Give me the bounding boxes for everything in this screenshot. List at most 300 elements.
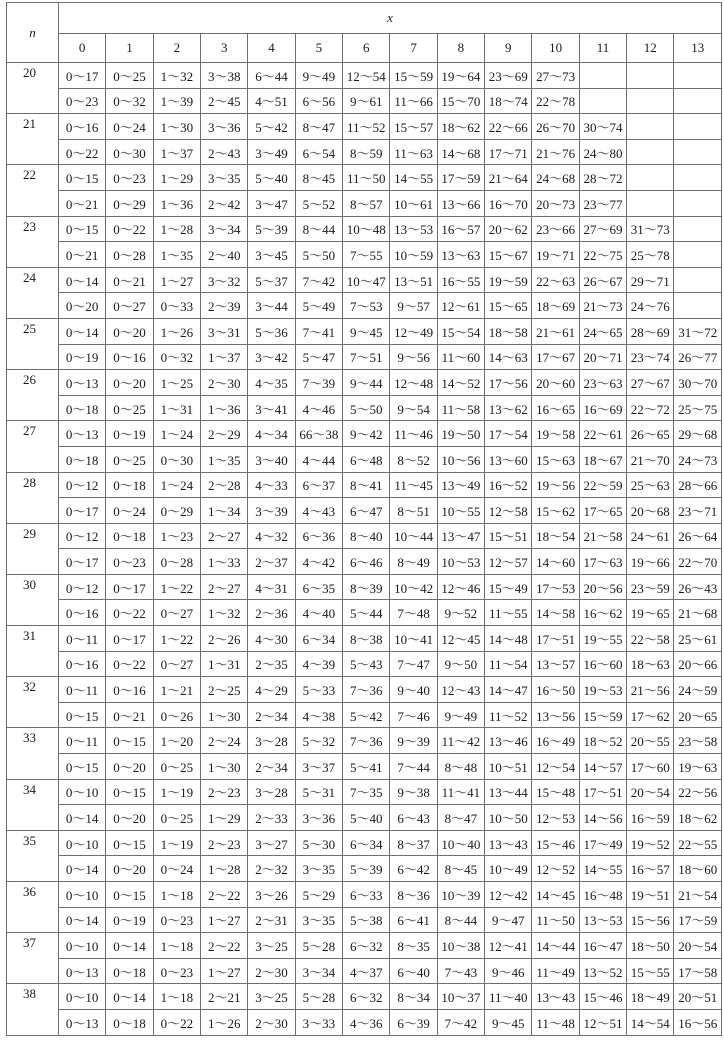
interval-cell	[627, 139, 674, 165]
interval-cell: 1～27	[153, 267, 200, 293]
interval-cell: 1～36	[201, 395, 248, 421]
interval-cell: 5～41	[343, 754, 390, 780]
interval-cell: 19～71	[532, 242, 579, 268]
interval-cell: 2～36	[248, 600, 295, 626]
interval-cell: 5～32	[295, 728, 342, 754]
interval-cell: 17～49	[579, 830, 626, 856]
interval-cell: 2～39	[201, 293, 248, 319]
interval-cell: 8～45	[295, 165, 342, 191]
interval-cell: 4～43	[295, 498, 342, 524]
interval-cell: 3～34	[201, 216, 248, 242]
interval-cell: 8～48	[437, 754, 484, 780]
interval-cell: 10～50	[485, 805, 532, 831]
interval-cell: 0～18	[106, 1009, 153, 1035]
n-value-cell: 26	[7, 370, 59, 421]
x-value-header: 7	[390, 34, 437, 63]
interval-cell: 10～39	[437, 882, 484, 908]
table-row	[7, 549, 722, 575]
interval-cell: 15～49	[485, 574, 532, 600]
n-value-cell: 38	[7, 984, 59, 1036]
n-value-cell: 21	[7, 114, 59, 165]
interval-cell: 5～38	[343, 907, 390, 933]
table-row	[7, 677, 722, 703]
n-value-cell: 33	[7, 728, 59, 779]
interval-cell: 0～18	[59, 395, 106, 421]
interval-cell: 1～18	[153, 984, 200, 1010]
n-value-cell: 31	[7, 626, 59, 677]
interval-cell: 4～35	[248, 370, 295, 396]
interval-cell: 10～55	[437, 498, 484, 524]
interval-cell: 1～28	[201, 856, 248, 882]
interval-cell	[674, 190, 722, 216]
interval-cell: 12～54	[532, 754, 579, 780]
interval-cell	[674, 114, 722, 140]
n-value-cell: 29	[7, 523, 59, 574]
n-value-cell: 28	[7, 472, 59, 523]
interval-cell: 7～35	[343, 779, 390, 805]
interval-cell: 29～71	[627, 267, 674, 293]
interval-cell: 7～55	[343, 242, 390, 268]
interval-cell: 2～30	[248, 958, 295, 984]
interval-cell: 3～41	[248, 395, 295, 421]
interval-cell: 26～65	[627, 421, 674, 447]
interval-cell: 18～54	[532, 523, 579, 549]
interval-cell: 22～56	[674, 779, 722, 805]
interval-cell: 10～51	[485, 754, 532, 780]
interval-cell: 10～53	[437, 549, 484, 575]
interval-cell: 6～47	[343, 498, 390, 524]
interval-cell: 16～49	[532, 728, 579, 754]
interval-cell: 21～56	[627, 677, 674, 703]
interval-cell: 12～52	[532, 856, 579, 882]
interval-cell: 6～34	[295, 626, 342, 652]
interval-cell	[674, 242, 722, 268]
interval-cell: 8～59	[343, 139, 390, 165]
interval-cell: 0～24	[106, 114, 153, 140]
interval-cell: 24～76	[627, 293, 674, 319]
interval-cell: 11～52	[485, 702, 532, 728]
interval-cell: 19～56	[532, 472, 579, 498]
interval-cell: 9～50	[437, 651, 484, 677]
interval-cell: 5～42	[248, 114, 295, 140]
interval-cell	[674, 88, 722, 114]
interval-cell: 13～43	[532, 984, 579, 1010]
interval-cell: 8～37	[390, 830, 437, 856]
interval-cell: 11～49	[532, 958, 579, 984]
interval-cell: 0～10	[59, 779, 106, 805]
interval-cell: 0～11	[59, 728, 106, 754]
interval-cell: 9～47	[485, 907, 532, 933]
interval-cell: 24～59	[674, 677, 722, 703]
interval-cell: 0～23	[106, 165, 153, 191]
interval-cell: 3～35	[201, 165, 248, 191]
interval-cell: 7～36	[343, 728, 390, 754]
interval-cell: 1～29	[201, 805, 248, 831]
table-row	[7, 242, 722, 268]
interval-cell: 0～17	[59, 498, 106, 524]
n-value-cell: 32	[7, 677, 59, 728]
interval-cell: 4～42	[295, 549, 342, 575]
interval-cell: 20～56	[579, 574, 626, 600]
interval-cell: 0～29	[153, 498, 200, 524]
interval-cell	[579, 63, 626, 89]
interval-cell: 2～27	[201, 574, 248, 600]
interval-cell: 4～32	[248, 523, 295, 549]
interval-cell: 10～61	[390, 190, 437, 216]
interval-cell: 0～25	[106, 63, 153, 89]
interval-cell: 15～56	[627, 907, 674, 933]
interval-cell: 4～29	[248, 677, 295, 703]
interval-cell: 17～65	[579, 498, 626, 524]
table-row	[7, 216, 722, 242]
interval-cell: 8～47	[437, 805, 484, 831]
interval-cell: 31～72	[674, 318, 722, 344]
interval-cell: 24～68	[532, 165, 579, 191]
interval-cell: 7～51	[343, 344, 390, 370]
interval-cell: 4～36	[343, 1009, 390, 1035]
interval-cell: 1～18	[153, 933, 200, 959]
interval-cell: 5～47	[295, 344, 342, 370]
interval-cell: 1～37	[153, 139, 200, 165]
interval-cell: 9～38	[390, 779, 437, 805]
interval-cell: 4～30	[248, 626, 295, 652]
interval-cell: 0～25	[106, 395, 153, 421]
interval-cell: 2～24	[201, 728, 248, 754]
interval-cell: 5～31	[295, 779, 342, 805]
interval-cell: 8～45	[437, 856, 484, 882]
interval-cell: 3～39	[248, 498, 295, 524]
interval-cell: 20～65	[674, 702, 722, 728]
interval-cell: 0～14	[59, 267, 106, 293]
interval-cell: 0～20	[106, 856, 153, 882]
interval-cell: 8～44	[437, 907, 484, 933]
interval-cell: 2～34	[248, 754, 295, 780]
interval-cell: 14～55	[390, 165, 437, 191]
interval-cell: 15～55	[627, 958, 674, 984]
interval-cell: 0～17	[106, 626, 153, 652]
interval-cell: 19～59	[485, 267, 532, 293]
interval-cell: 2～42	[201, 190, 248, 216]
interval-cell: 0～13	[59, 421, 106, 447]
interval-cell: 14～58	[532, 600, 579, 626]
interval-cell: 5～29	[295, 882, 342, 908]
interval-cell: 10～56	[437, 446, 484, 472]
interval-cell: 17～58	[674, 958, 722, 984]
interval-cell: 19～66	[627, 549, 674, 575]
interval-cell: 0～14	[59, 318, 106, 344]
interval-cell: 10～44	[390, 523, 437, 549]
interval-cell: 6～44	[248, 63, 295, 89]
interval-cell: 0～15	[59, 702, 106, 728]
interval-cell: 30～70	[674, 370, 722, 396]
table-row	[7, 395, 722, 421]
interval-cell: 24～80	[579, 139, 626, 165]
interval-cell: 1～36	[153, 190, 200, 216]
interval-cell: 5～40	[248, 165, 295, 191]
interval-cell: 0～16	[106, 344, 153, 370]
interval-cell: 8～39	[343, 574, 390, 600]
interval-cell: 19～63	[674, 754, 722, 780]
interval-cell: 3～42	[248, 344, 295, 370]
interval-cell: 9～45	[485, 1009, 532, 1035]
interval-cell: 18～60	[674, 856, 722, 882]
interval-cell: 10～59	[390, 242, 437, 268]
interval-cell: 5～39	[248, 216, 295, 242]
interval-cell: 28～69	[627, 318, 674, 344]
interval-cell: 8～40	[343, 523, 390, 549]
table-row	[7, 958, 722, 984]
interval-cell	[579, 88, 626, 114]
interval-cell: 9～52	[437, 600, 484, 626]
x-value-header: 11	[579, 34, 626, 63]
interval-cell: 0～15	[106, 830, 153, 856]
interval-cell: 6～41	[390, 907, 437, 933]
interval-cell: 0～30	[153, 446, 200, 472]
interval-cell: 5～30	[295, 830, 342, 856]
interval-cell: 0～29	[106, 190, 153, 216]
interval-cell: 5～42	[343, 702, 390, 728]
interval-cell: 5～37	[248, 267, 295, 293]
interval-cell: 6～54	[295, 139, 342, 165]
interval-cell: 17～67	[532, 344, 579, 370]
interval-cell: 0～18	[59, 446, 106, 472]
interval-cell: 11～50	[343, 165, 390, 191]
interval-cell: 20～54	[627, 779, 674, 805]
interval-cell: 2～30	[248, 1009, 295, 1035]
interval-cell: 1～27	[201, 958, 248, 984]
interval-cell: 5～28	[295, 933, 342, 959]
interval-cell: 0～27	[153, 600, 200, 626]
interval-cell: 6～36	[295, 523, 342, 549]
interval-cell: 0～30	[106, 139, 153, 165]
interval-cell: 3～25	[248, 933, 295, 959]
interval-cell: 4～44	[295, 446, 342, 472]
interval-cell: 7～43	[437, 958, 484, 984]
interval-cell: 16～70	[485, 190, 532, 216]
interval-cell: 4～34	[248, 421, 295, 447]
interval-cell: 19～52	[627, 830, 674, 856]
interval-cell: 19～58	[532, 421, 579, 447]
interval-cell: 12～58	[485, 498, 532, 524]
interval-cell: 22～58	[627, 626, 674, 652]
interval-cell: 1～31	[201, 651, 248, 677]
interval-cell: 1～21	[153, 677, 200, 703]
interval-cell: 13～43	[485, 830, 532, 856]
interval-cell: 7～39	[295, 370, 342, 396]
interval-cell: 18～67	[579, 446, 626, 472]
interval-cell: 0～20	[59, 293, 106, 319]
interval-cell: 3～45	[248, 242, 295, 268]
interval-cell: 19～50	[437, 421, 484, 447]
interval-cell: 24～73	[674, 446, 722, 472]
interval-cell: 14～44	[532, 933, 579, 959]
interval-cell: 3～40	[248, 446, 295, 472]
interval-cell: 0～20	[106, 805, 153, 831]
interval-cell: 15～57	[390, 114, 437, 140]
interval-cell: 12～49	[390, 318, 437, 344]
interval-cell: 22～61	[579, 421, 626, 447]
table-row	[7, 907, 722, 933]
table-row	[7, 984, 722, 1010]
interval-cell: 7～48	[390, 600, 437, 626]
interval-cell: 2～21	[201, 984, 248, 1010]
interval-cell: 1～32	[153, 63, 200, 89]
interval-cell: 9～42	[343, 421, 390, 447]
x-value-header: 9	[485, 34, 532, 63]
interval-cell: 13～57	[532, 651, 579, 677]
interval-cell: 19～64	[437, 63, 484, 89]
interval-cell: 9～49	[437, 702, 484, 728]
interval-cell: 17～54	[485, 421, 532, 447]
interval-cell: 6～40	[390, 958, 437, 984]
interval-cell: 0～15	[59, 754, 106, 780]
x-header: x	[59, 3, 722, 34]
interval-cell: 13～66	[437, 190, 484, 216]
table-row	[7, 830, 722, 856]
interval-cell: 12～42	[485, 882, 532, 908]
interval-cell: 13～56	[532, 702, 579, 728]
interval-cell: 6～43	[390, 805, 437, 831]
interval-cell: 0～12	[59, 574, 106, 600]
interval-cell: 0～23	[153, 907, 200, 933]
interval-cell	[674, 267, 722, 293]
interval-cell: 66～38	[295, 421, 342, 447]
interval-cell: 0～23	[59, 88, 106, 114]
interval-cell: 12～48	[390, 370, 437, 396]
interval-cell: 15～46	[579, 984, 626, 1010]
interval-cell: 0～19	[106, 907, 153, 933]
interval-cell: 0～33	[153, 293, 200, 319]
interval-cell: 6～35	[295, 574, 342, 600]
interval-cell: 0～12	[59, 472, 106, 498]
interval-cell: 1～23	[153, 523, 200, 549]
interval-cell: 11～66	[390, 88, 437, 114]
interval-cell: 8～51	[390, 498, 437, 524]
interval-cell: 9～61	[343, 88, 390, 114]
interval-cell: 21～68	[674, 600, 722, 626]
interval-cell: 23～59	[627, 574, 674, 600]
interval-cell: 2～43	[201, 139, 248, 165]
interval-cell: 0～20	[106, 370, 153, 396]
interval-cell: 27～73	[532, 63, 579, 89]
interval-cell: 9～49	[295, 63, 342, 89]
interval-cell: 3～32	[201, 267, 248, 293]
interval-cell: 20～55	[627, 728, 674, 754]
n-value-cell: 20	[7, 63, 59, 114]
interval-cell: 0～21	[106, 267, 153, 293]
interval-cell: 4～31	[248, 574, 295, 600]
interval-cell: 20～71	[579, 344, 626, 370]
interval-cell: 2～27	[201, 523, 248, 549]
interval-cell: 11～63	[390, 139, 437, 165]
interval-cell: 1～26	[153, 318, 200, 344]
interval-cell: 12～46	[437, 574, 484, 600]
confidence-interval-table	[6, 2, 722, 1036]
interval-cell: 15～46	[532, 830, 579, 856]
interval-cell: 15～63	[532, 446, 579, 472]
table-row	[7, 88, 722, 114]
interval-cell: 3～31	[201, 318, 248, 344]
n-value-cell: 22	[7, 165, 59, 216]
interval-cell: 0～15	[106, 728, 153, 754]
table-row	[7, 600, 722, 626]
interval-cell: 8～34	[390, 984, 437, 1010]
interval-cell: 16～57	[627, 856, 674, 882]
interval-cell: 10～37	[437, 984, 484, 1010]
table-row	[7, 626, 722, 652]
interval-cell: 8～49	[390, 549, 437, 575]
interval-cell: 23～71	[674, 498, 722, 524]
interval-cell: 3～47	[248, 190, 295, 216]
interval-cell: 15～48	[532, 779, 579, 805]
interval-cell: 0～25	[106, 446, 153, 472]
interval-cell: 11～41	[437, 779, 484, 805]
interval-cell: 2～35	[248, 651, 295, 677]
interval-cell: 7～41	[295, 318, 342, 344]
interval-cell: 0～16	[106, 677, 153, 703]
interval-cell: 0～25	[153, 805, 200, 831]
interval-cell: 0～21	[59, 190, 106, 216]
interval-cell: 8～57	[343, 190, 390, 216]
interval-cell: 0～24	[106, 498, 153, 524]
interval-cell: 4～39	[295, 651, 342, 677]
interval-cell: 0～25	[153, 754, 200, 780]
interval-cell: 1～26	[201, 1009, 248, 1035]
interval-cell: 28～72	[579, 165, 626, 191]
interval-cell: 21～70	[627, 446, 674, 472]
interval-cell: 16～47	[579, 933, 626, 959]
table-row	[7, 63, 722, 89]
interval-cell: 6～42	[390, 856, 437, 882]
interval-cell: 0～18	[106, 472, 153, 498]
interval-cell: 13～47	[437, 523, 484, 549]
x-value-header: 5	[295, 34, 342, 63]
interval-cell: 16～60	[579, 651, 626, 677]
table-row	[7, 318, 722, 344]
interval-cell: 1～32	[201, 600, 248, 626]
interval-cell: 23～58	[674, 728, 722, 754]
interval-cell: 1～22	[153, 626, 200, 652]
interval-cell: 22～72	[627, 395, 674, 421]
interval-cell: 0～22	[59, 139, 106, 165]
table-row	[7, 702, 722, 728]
interval-cell: 13～63	[437, 242, 484, 268]
interval-cell: 22～63	[532, 267, 579, 293]
interval-cell	[674, 139, 722, 165]
interval-cell: 8～35	[390, 933, 437, 959]
interval-cell: 14～63	[485, 344, 532, 370]
interval-cell: 1～24	[153, 472, 200, 498]
interval-cell: 14～45	[532, 882, 579, 908]
interval-cell: 4～37	[343, 958, 390, 984]
interval-cell: 13～53	[390, 216, 437, 242]
interval-cell: 9～57	[390, 293, 437, 319]
n-value-cell: 36	[7, 882, 59, 933]
interval-cell: 0～21	[59, 242, 106, 268]
n-value-cell: 27	[7, 421, 59, 472]
interval-cell: 0～14	[106, 984, 153, 1010]
interval-cell: 1～35	[201, 446, 248, 472]
interval-cell: 0～10	[59, 830, 106, 856]
table-row	[7, 344, 722, 370]
interval-cell: 5～33	[295, 677, 342, 703]
interval-cell: 2～29	[201, 421, 248, 447]
interval-cell: 24～61	[627, 523, 674, 549]
interval-cell: 18～62	[674, 805, 722, 831]
interval-cell: 26～64	[674, 523, 722, 549]
interval-cell: 27～69	[579, 216, 626, 242]
table-row	[7, 754, 722, 780]
